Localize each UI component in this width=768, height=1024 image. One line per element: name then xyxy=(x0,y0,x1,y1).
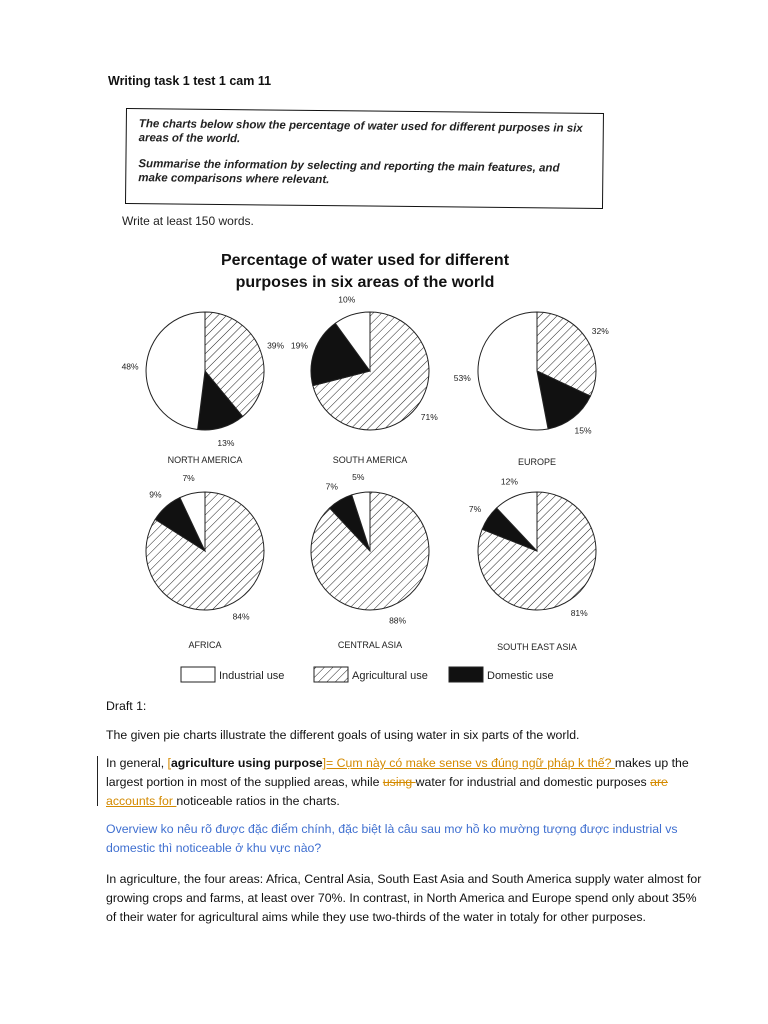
pie-label-domestic: 19% xyxy=(290,340,308,351)
bracket-open: [ xyxy=(167,756,171,770)
pie-europe xyxy=(454,312,609,467)
pie-label-domestic: 9% xyxy=(149,489,162,500)
pie-label-domestic: 15% xyxy=(574,425,592,436)
draft-label: Draft 1: xyxy=(106,699,147,713)
overview-text-3: water for industrial and domestic purposes xyxy=(415,775,651,789)
legend-swatch-industrial xyxy=(181,667,215,682)
pie-label-industrial: 10% xyxy=(338,294,356,305)
task-prompt-line2: Summarise the information by selecting and reporting the main features, and make comparisons where relevant. xyxy=(138,158,560,187)
legend-swatch-domestic xyxy=(449,667,483,682)
paragraph-agriculture: In agriculture, the four areas: Africa, Central Asia, South East Asia and South America supply water almost for growing crops and farms, at least over 70%. In contrast, in North America and Europe spend only about 35% of their water for agricultural aims while they use two-thirds of the water in totaly for other purposes. xyxy=(106,872,702,924)
deleted-word-using: using xyxy=(382,775,416,789)
pie-label-industrial: 12% xyxy=(500,476,518,487)
pie-label-agricultural: 81% xyxy=(570,608,588,618)
pie-label-industrial: 48% xyxy=(121,361,139,372)
pie-label-domestic: 13% xyxy=(217,438,235,448)
pie-south-america xyxy=(291,295,438,465)
overview-text-1: In general, xyxy=(106,756,168,770)
paragraph-feedback: Overview ko nêu rõ được đặc điểm chính, đặc biệt là câu sau mơ hồ ko mường tượng được industrial vs domestic thì noticeable ở khu vực nào? xyxy=(106,822,678,855)
overview-bold-phrase: agriculture using purpose xyxy=(170,756,323,770)
pie-label-agricultural: 88% xyxy=(389,615,407,626)
inline-comment: ]= Cụm này có make sense vs đúng ngữ pháp k thế? xyxy=(322,756,615,770)
deleted-word-are: are xyxy=(650,775,668,789)
paragraph-overview xyxy=(106,754,706,811)
chart-title-line1: Percentage of water used for different xyxy=(220,252,510,269)
legend-label-agricultural: Agricultural use xyxy=(352,670,428,682)
pie-region-name: NORTH AMERICA xyxy=(167,455,243,465)
legend-label-industrial: Industrial use xyxy=(219,670,285,682)
pie-label-domestic: 7% xyxy=(325,481,338,492)
overview-text-2: makes up the largest portion in most of the supplied areas, while xyxy=(106,756,689,789)
pie-slice-industrial xyxy=(146,312,205,430)
pie-region-name: CENTRAL ASIA xyxy=(337,640,403,650)
pie-label-industrial: 53% xyxy=(453,373,471,384)
pie-region-name: SOUTH AMERICA xyxy=(332,455,408,465)
legend-label-domestic: Domestic use xyxy=(487,670,554,682)
pie-label-industrial: 7% xyxy=(182,472,195,483)
pie-label-industrial: 5% xyxy=(352,471,365,482)
legend-swatch-agricultural xyxy=(314,667,348,682)
document-title: Writing task 1 test 1 cam 11 xyxy=(108,74,272,88)
inserted-words: accounts for xyxy=(106,794,177,808)
paragraph-intro: The given pie charts illustrate the different goals of using water in six parts of the world. xyxy=(106,728,580,742)
pie-label-agricultural: 84% xyxy=(232,611,250,622)
pie-region-name: SOUTH EAST ASIA xyxy=(497,642,577,652)
word-requirement: Write at least 150 words. xyxy=(122,214,254,228)
pie-region-name: AFRICA xyxy=(188,640,222,650)
pie-label-domestic: 7% xyxy=(468,503,482,514)
pie-north-america xyxy=(122,312,285,465)
pie-label-agricultural: 39% xyxy=(267,340,285,351)
pie-region-name: EUROPE xyxy=(517,457,557,467)
overview-text-4: noticeable ratios in the charts. xyxy=(176,794,340,808)
pie-charts-figure xyxy=(100,238,620,693)
pie-label-agricultural: 32% xyxy=(591,325,609,336)
task-prompt-box xyxy=(125,108,604,209)
revision-bar xyxy=(97,756,98,806)
chart-title-line2: purposes in six areas of the world xyxy=(235,274,495,291)
task-prompt-line1: The charts below show the percentage of water used for different purposes in six areas of the world. xyxy=(138,118,583,146)
pie-label-agricultural: 71% xyxy=(420,412,438,422)
pie-south-east-asia xyxy=(469,476,596,652)
pie-central-asia xyxy=(311,472,429,650)
pie-africa xyxy=(146,473,264,650)
